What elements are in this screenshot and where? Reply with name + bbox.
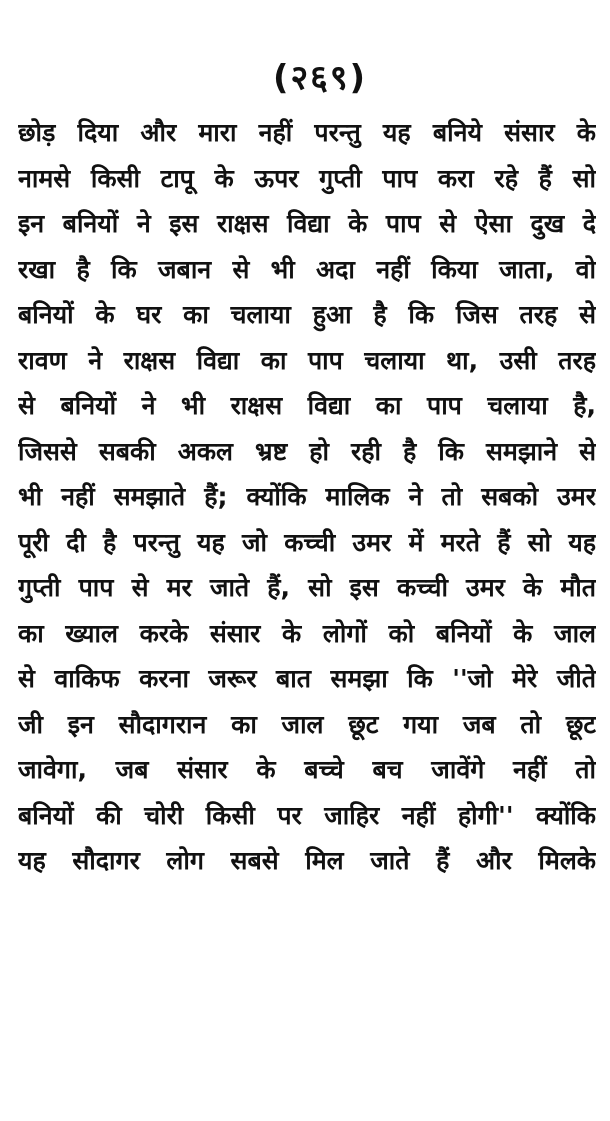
text-line: बनियों के घर का चलाया हुआ है कि जिस तरह से <box>18 300 596 329</box>
page-number: (२६९) <box>272 58 368 98</box>
text-line: रखा है कि जबान से भी अदा नहीं किया जाता, वो <box>18 254 596 284</box>
text-line: जिससे सबकी अकल भ्रष्ट हो रही है कि समझाने से <box>18 436 596 466</box>
text-line: बनियों की चोरी किसी पर जाहिर नहीं होगी'' क्योंकि <box>18 800 596 830</box>
text-line: पूरी दी है परन्तु यह जो कच्ची उमर में मरते हैं सो यह <box>18 527 596 557</box>
text-line: छोड़ दिया और मारा नहीं परन्तु यह बनिये संसार के <box>18 118 596 147</box>
text-line: नामसे किसी टापू के ऊपर गुप्ती पाप करा रहे हैं सो <box>18 163 596 193</box>
text-line: से बनियों ने भी राक्षस विद्या का पाप चलाया है, <box>18 391 596 420</box>
text-line: यह सौदागर लोग सबसे मिल जाते हैं और मिलके <box>18 846 596 875</box>
text-line: इन बनियों ने इस राक्षस विद्या के पाप से ऐसा दुख दे <box>18 209 596 238</box>
page-text <box>18 110 596 884</box>
text-line: का ख्याल करके संसार के लोगों को बनियों के जाल <box>18 618 596 648</box>
text-line: गुप्ती पाप से मर जाते हैं, सो इस कच्ची उमर के मौत <box>18 573 596 602</box>
text-line: रावण ने राक्षस विद्या का पाप चलाया था, उसी तरह <box>18 345 596 375</box>
text-line: जी इन सौदागरान का जाल छूट गया जब तो छूट <box>18 709 596 739</box>
text-line: से वाकिफ करना जरूर बात समझा कि ''जो मेरे जीते <box>18 664 596 693</box>
text-line: जावेगा, जब संसार के बच्चे बच जावेंगे नहीं तो <box>18 755 596 784</box>
text-line: भी नहीं समझाते हैं; क्योंकि मालिक ने तो सबको उमर <box>18 482 596 511</box>
